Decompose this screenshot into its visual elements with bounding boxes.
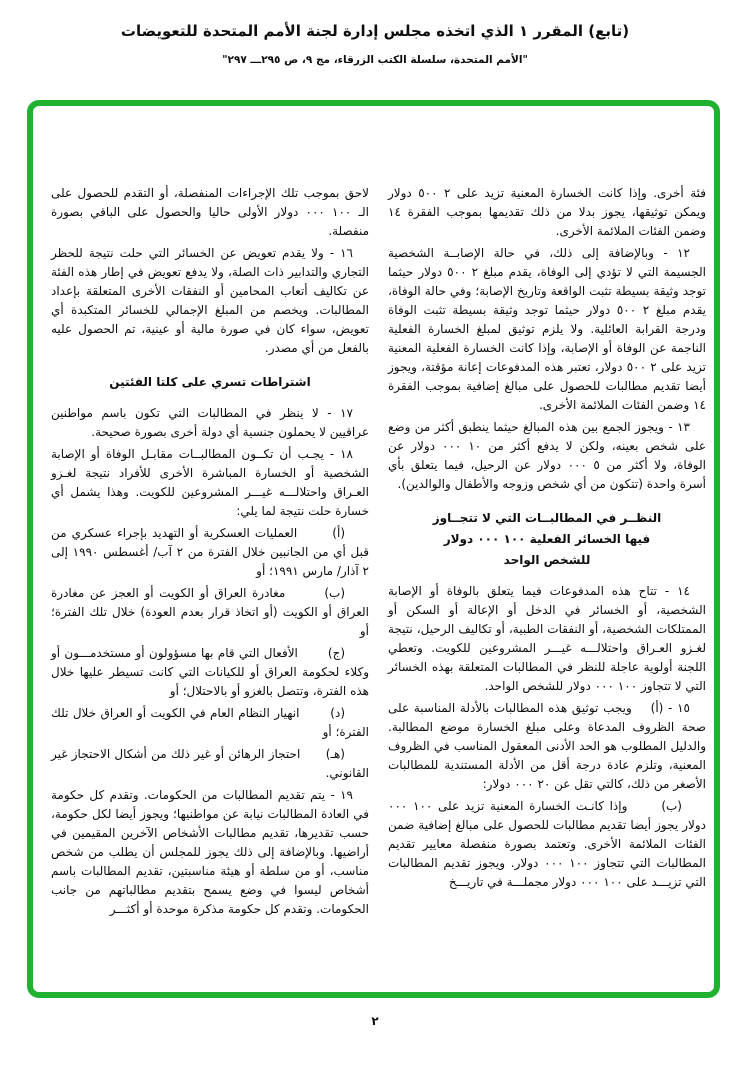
para-19: ١٩ - يتم تقديم المطالبات من الحكومات. وتقدم كل حكومة في العادة المطالبات نيابة عن مواطنيها؛ ويجوز أيضا لكل حكومة، حسب تقديرها، تقديم مطالبات الأشخاص الآخرين المقيمين في أراضيها. وبالإضافة إلى ذلك يجوز للمجلس أن يطلب من شخص مناسب، أو من سلطة أو هيئة مناسبتين، تقديم المطالبات باسم أشخاص ليسوا في وضع يسمح بتقديم مطالباتهم من جانب الحكومات. وتقدم كل حكومة مذكرة موحدة أو أكثـــر — [51, 788, 369, 916]
document-title: (تابع) المقرر ١ الذي اتخذه مجلس إدارة لجنة الأمم المتحدة للتعويضات — [120, 22, 630, 40]
heading-line: النظــر في المطالبــات التي لا تتجــاوز — [432, 511, 662, 525]
heading-line: اشتراطات تسري على كلتا الفئتين — [109, 375, 311, 389]
para-13: ١٣ - ويجوز الجمع بين هذه المبالغ حيثما ينطبق أكثر من وضع على شخص بعينه، ولكن لا يدفع أكثر من ١٠ ٠٠٠ دولار عن الوفاة، ولا أكثر من ٥ ٠٠٠ دولار عن الرحيل، فيما يتعلق بأي أسرة واحدة (تتكون من أي شخص وزوجه والأطفال والوالدين). — [388, 420, 707, 491]
para-12: ١٢ - وبالإضافة إلى ذلك، في حالة الإصابــة الشخصية الجسيمة التي لا تؤدي إلى الوفاة، يقدم مبلغ ٢ ٥٠٠ دولار حيثما توجد وثيقة بسيطة تثبت الواقعة وتاريخ الإصابة؛ وفي حالة الوفاة، يقدم مبلغ ٢ ٥٠٠ دولار حيثما توجد وثيقة بسيطة تثبت الوفاة ودرجة القرابة العائلية. ولا يلزم توثيق لمبلغ الخسارة الفعلية الناجمة عن الوفاة أو الإصابة، وإذا كانت الخسارة الفعلية المعنية تزيد على ٢ ٥٠٠ دولار، تعتبر هذه المدفوعات إعانة مؤقتة، ويجوز أيضا تقديم مطالبات للحصول على مبالغ إضافية بموجب الفقرة ١٤ وضمن الفئات الملائمة الأخرى. — [388, 246, 706, 412]
section-heading-claims-under-100000 — [388, 508, 706, 571]
source-citation: "الأمم المتحدة، سلسلة الكتب الزرقاء، مج ٩، ص ٢٩٥ـــ ٢٩٧" — [222, 54, 528, 66]
para-18-item-d: (د) انهيار النظام العام في الكويت أو العراق خلال تلك الفترة؛ أو — [51, 706, 369, 739]
para-15b: (ب) وإذا كانـت الخسارة المعنية تزيد على ١٠٠ ٠٠٠ دولار يجوز أيضا تقديم مطالبات للحصول على مبالغ إضافية ضمن الفئات الملائمة الأخرى. وتعتمد بصورة منفصلة معايير تقديم المطالبات التي تتجاوز ١٠٠ ٠٠٠ دولار. ويجوز تقديم المطالبات التي تزيـــد على ١٠٠ ٠٠٠ دولار مجملـــة في تاريـــخ — [388, 799, 707, 889]
para-18-item-c: (ج) الأفعال التي قام بها مسؤولون أو مستخدمـــون أو وكلاء لحكومة العراق أو للكيانات التي كانت تسيطر عليها خلال هذه الفترة، وتتصل بالغزو أو بالاحتلال؛ أو — [51, 646, 369, 698]
page-number: ٢ — [371, 1014, 379, 1028]
heading-line: فيها الخسائر الفعلية ١٠٠ ٠٠٠ دولار — [443, 532, 651, 546]
para-continuation-right: فئة أخرى. وإذا كانت الخسارة المعنية تزيد على ٢ ٥٠٠ دولار ويمكن توثيقها، يجوز بدلا من ذلك تقديمها بموجب الفقرة ١٤ وضمن الفئات الملائمة الأخرى. — [388, 186, 707, 238]
column-right — [388, 184, 706, 895]
para-17: ١٧ - لا ينظر في المطالبات التي تكون باسم مواطنين عراقيين لا يحملون جنسية أي دولة أخرى بصورة صحيحة. — [51, 406, 369, 439]
heading-line: للشخص الواحد — [503, 553, 591, 567]
para-18-item-e: (هـ) احتجاز الرهائن أو غير ذلك من أشكال الاحتجاز غير القانوني. — [51, 747, 369, 780]
para-18: ١٨ - يجـب أن تكــون المطالبــات مقابـل الوفاة أو الإصابة الشخصية أو الخسارة المباشرة الأخرى للأفراد نتيجة لغـزو العـراق واحتلالـــه غيـــر المشروعين للكويت. وهذا يشمل أي خسارة حلت نتيجة لما يلي: — [51, 447, 369, 518]
section-heading-both-categories — [51, 372, 369, 393]
para-18-item-b: (ب) مغادرة العراق أو الكويت أو العجز عن مغادرة العراق أو الكويت (أو اتخاذ قرار بعدم العودة) خلال تلك الفترة؛ أو — [51, 586, 369, 638]
para-15a: ١٥ - (أ) ويجب توثيق هذه المطالبات بالأدلة المناسبة على صحة الظروف المدعاة وعلى مبلغ الخسارة موضع المطالبة. والدليل المطلوب هو الحد الأدنى المعقول المناسب في الظروف المعنية، وتلزم عادة درجة أقل من الأدلة المستندية للمطالبات الأصغر من ذلك، كالتي تقل عن ٢٠ ٠٠٠ دولار: — [388, 701, 706, 791]
column-left — [51, 184, 369, 922]
para-16: ١٦ - ولا يقدم تعويض عن الخسائر التي حلت نتيجة للحظر التجاري والتدابير ذات الصلة، ولا يدفع تعويض في إطار هذه الفئة عن تكاليف أتعاب المحامين أو النفقات الأخرى المتعلقة بإعداد المطالبات. ويخصم من المبلغ الإجمالي للخسائر المتكبدة أي تعويض، سواء كان في صورة مالية أو عينية، تم الحصول عليه بالفعل من أي مصدر. — [51, 246, 369, 355]
para-14: ١٤ - تتاح هذه المدفوعات فيما يتعلق بالوفاة أو الإصابة الشخصية، أو الخسائر في الدخل أو الإعالة أو السكن أو الممتلكات الشخصية، أو النفقات الطبية، أو تكاليف الرحيل، نتيجة لغـزو العـراق واحتلالـــه غيـــر المشروعين للكويت. وتعطي اللجنة أولوية عاجلة للنظر في المطالبات المتعلقة بهذه الخسائر التي لا تتجاوز ١٠٠ ٠٠٠ دولار للشخص الواحد. — [388, 584, 706, 693]
para-continuation-left: لاحق بموجب تلك الإجراءات المنفصلة، أو التقدم للحصول على الـ ١٠٠ ٠٠٠ دولار الأولى حاليا والحصول على الباقي بصورة منفصلة. — [51, 186, 369, 238]
para-18-item-a: (أ) العمليات العسكرية أو التهديد بإجراء عسكري من قبل أي من الجانبين خلال الفترة من ٢ آب/ أغسطس ١٩٩٠ إلى ٢ آذار/ مارس ١٩٩١؛ أو — [51, 526, 370, 578]
green-border-frame — [27, 100, 720, 998]
